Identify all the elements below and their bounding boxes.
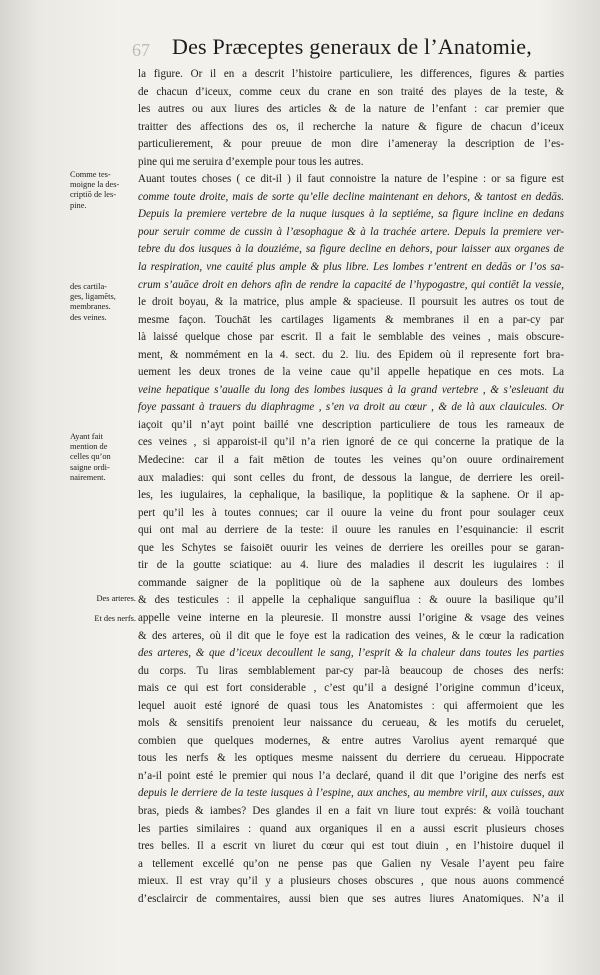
margin-note-line: nairement. [70, 472, 106, 482]
text-line: mols & sensitifs prenoient leur naissance du cerueau, & les motifs du ceruelet, [138, 717, 564, 730]
margin-note-cartilages-veines [70, 282, 136, 323]
margin-note-line: des cartila- [70, 282, 107, 291]
margin-note-line: Des arteres. [96, 594, 136, 603]
text-line: lequel auoit esté ignoré de quasi tous les Anatomistes : qui affermoient que les [138, 699, 564, 712]
page-number: 67 [132, 40, 150, 60]
margin-note-saigner [70, 432, 136, 483]
margin-note-line: criptiō de les- [70, 190, 117, 200]
text-line: le droit boyau, & la matrice, plus ample & spacieuse. Il poursuit les autres os tout de [138, 296, 564, 309]
text-line: Auant toutes choses ( ce dit-il ) il faut connoistre la nature de l’espine : or sa figure est [138, 173, 564, 186]
text-line: iaçoit qu’il n’ayt point baillé vne description particuliere de tous les rameaux de [138, 418, 564, 431]
text-line: particulierement, & pour preuue de mon dire i’ameneray la description de l’es- [138, 138, 564, 151]
text-line: commande saigner de la poplitique où de la saphene aux douleurs des lombes [138, 576, 564, 589]
text-line: n’a-il point esté le premier qui nous l’a declaré, quand il dit que l’origine des nerfs est [138, 769, 564, 782]
text-line: traitter des affections des os, il recherche la nature & figure de chacun d’iceux [138, 120, 564, 133]
text-line: les, les iugulaires, la cephalique, la basilique, la poplitique & la saphene. Or il ap- [138, 489, 564, 502]
main-text-block [138, 66, 564, 908]
margin-note-line: Comme tes- [70, 170, 111, 179]
text-line: appelle veine interne en la pleuresie. Il monstre aussi l’origine & vsage des veines [138, 611, 564, 624]
margin-note-line: ges, ligamēts, [70, 292, 116, 302]
margin-note-description-espine [70, 170, 136, 211]
margin-note-line: moigne la des- [70, 180, 120, 190]
text-line: Medecine: car il a fait mētion de toutes les veines qu’on ouure ordinairement [138, 454, 564, 467]
running-head: Des Præceptes generaux de l’Anatomie, [172, 34, 532, 59]
text-line: mais ce qui est fort considerable , c’est qu’il a designé l’origine commun d’iceux, [138, 682, 564, 695]
text-line: a tellement excellé qu’on ne pense pas que Galien ny Vesale l’ayent peu faire [138, 857, 564, 870]
text-line: du corps. Tu liras semblablement par-cy par-là beaucoup de choses des nerfs: [138, 664, 564, 677]
margin-note-line: Et des nerfs. [94, 614, 136, 623]
text-line: des arteres, & que d’iceux decoullent le sang, l’esprit & la chaleur dans toutes les parties [138, 647, 564, 660]
text-line: les parties similaires : quand aux organiques il en a aussi escrit plusieurs choses [138, 822, 564, 835]
text-line: mesme façon. Touchāt les cartilages ligaments & membranes il en a par-cy par [138, 313, 564, 326]
text-line: combien que quelques modernes, & entre autres Varolius ayent remarqué que [138, 734, 564, 747]
margin-note-nerfs [70, 614, 136, 624]
text-line: comme toute droite, mais de sorte qu’elle decline maintenant en dehors, & tantost en dedās. [138, 190, 564, 203]
margin-note-line: Ayant fait [70, 432, 103, 441]
margin-note-line: pine. [70, 200, 87, 210]
text-line: pine qui me seruira d’exemple pour tous les autres. [138, 155, 364, 168]
margin-note-line: membranes. [70, 302, 111, 312]
text-line: uement les deux trones de la veine caue qu’il appelle hepatique en ces mots. La [138, 366, 564, 379]
margin-note-line: mention de [70, 442, 108, 452]
text-line: & des arteres, où il dit que le foye est la radication des veines, & le cœur la radication [138, 629, 564, 642]
text-line: tebre du dos iusques à la douziéme, sa figure decline en dehors, pour laisser aux organes de [138, 243, 564, 256]
text-line: d’esclaircir de commentaires, aussi bien que ses autres liures Anatomiques. N’a il [138, 892, 564, 905]
text-line: ment, & nommément en la 4. sect. du 2. liu. des Epidem où il represente fort bra- [138, 348, 564, 361]
text-line: tir de la goutte sciatique: au 4. liure des maladies il descrit les iugulaires : il [138, 559, 564, 572]
text-line: tres belles. Il a escrit vn liuret du cœur qui est tout diuin , en l’histoire duquel il [138, 840, 564, 853]
margin-note-line: saigne ordi- [70, 462, 110, 472]
text-line: la respiration, vne cauité plus ample & plus libre. Les lombes r’entrent en dedās or l’os sa- [138, 261, 564, 274]
margin-note-line: celles qu’on [70, 452, 111, 462]
text-line: là laissé quelque chose par escrit. Il a fait le semblable des veines , mais obscure- [138, 331, 564, 344]
text-line: veine hepatique s’aualle du long des lombes iusques à la grand vertebre , & s’esleuant du [138, 383, 564, 396]
text-line: bras, pieds & iambes? Des glandes il en a fait vn liure tout exprés: & voilà touchant [138, 804, 564, 817]
text-line: depuis le derriere de la teste iusques à l’espine, aux anches, au membre viril, aux cuisses, aux [138, 787, 564, 800]
margin-note-arteres [70, 594, 136, 604]
text-line: aux maladies: qui sont celles du front, de dessous la langue, de derriere les oreil- [138, 471, 564, 484]
text-line: crum s’auāce droit en dehors afin de rendre la capacité de l’hypogastre, qui contiēt la vessie, [138, 278, 564, 291]
text-line: de chacun d’iceux, comme ceux du crane en son traité des playes de la teste, & [138, 85, 564, 98]
text-line: foye passant à trauers du diaphragme , s’en va droit au cœur , & de là aux clauicules. Or [138, 401, 564, 414]
text-line: mieux. Il est vray qu’il y a plusieurs choses obscures , que nous auons commencé [138, 875, 564, 888]
text-line: pour seruir comme de cussin à l’æsophague & à la trachée artere. Depuis la premiere ver- [138, 225, 564, 238]
text-line: qui ont mal au derriere de la teste: il ouure les ranules en l’esquinancie: il escrit [138, 524, 564, 537]
text-line: la figure. Or il en a descrit l’histoire particuliere, les differences, figures & parties [138, 68, 564, 80]
text-line: Depuis la premiere vertebre de la nuque iusques à la septiéme, sa figure incline en dedans [138, 208, 564, 221]
text-line: que les Schytes se faisoiēt ouurir les veines de derriere les oreilles pour se garan- [138, 541, 564, 554]
text-line: & des testicules : il appelle la cephalique sanguiflua : & ouure la basilique qu’il [138, 594, 564, 607]
text-line: tous les nerfs & les optiques mesme naissent du derriere du cerueau. Hippocrate [138, 752, 564, 765]
margin-note-line: des veines. [70, 312, 107, 322]
text-line: ces veines , si apparoist-il qu’il n’a rien ignoré de ce qui concerne la pratique de la [138, 436, 564, 449]
text-line: les autres ou aux liures des articles & de la nature de l’enfant : car premier que [138, 103, 564, 116]
text-line: pert qu’il les à toutes connues; car il ouure la veine du front pour soulager ceux [138, 506, 564, 519]
